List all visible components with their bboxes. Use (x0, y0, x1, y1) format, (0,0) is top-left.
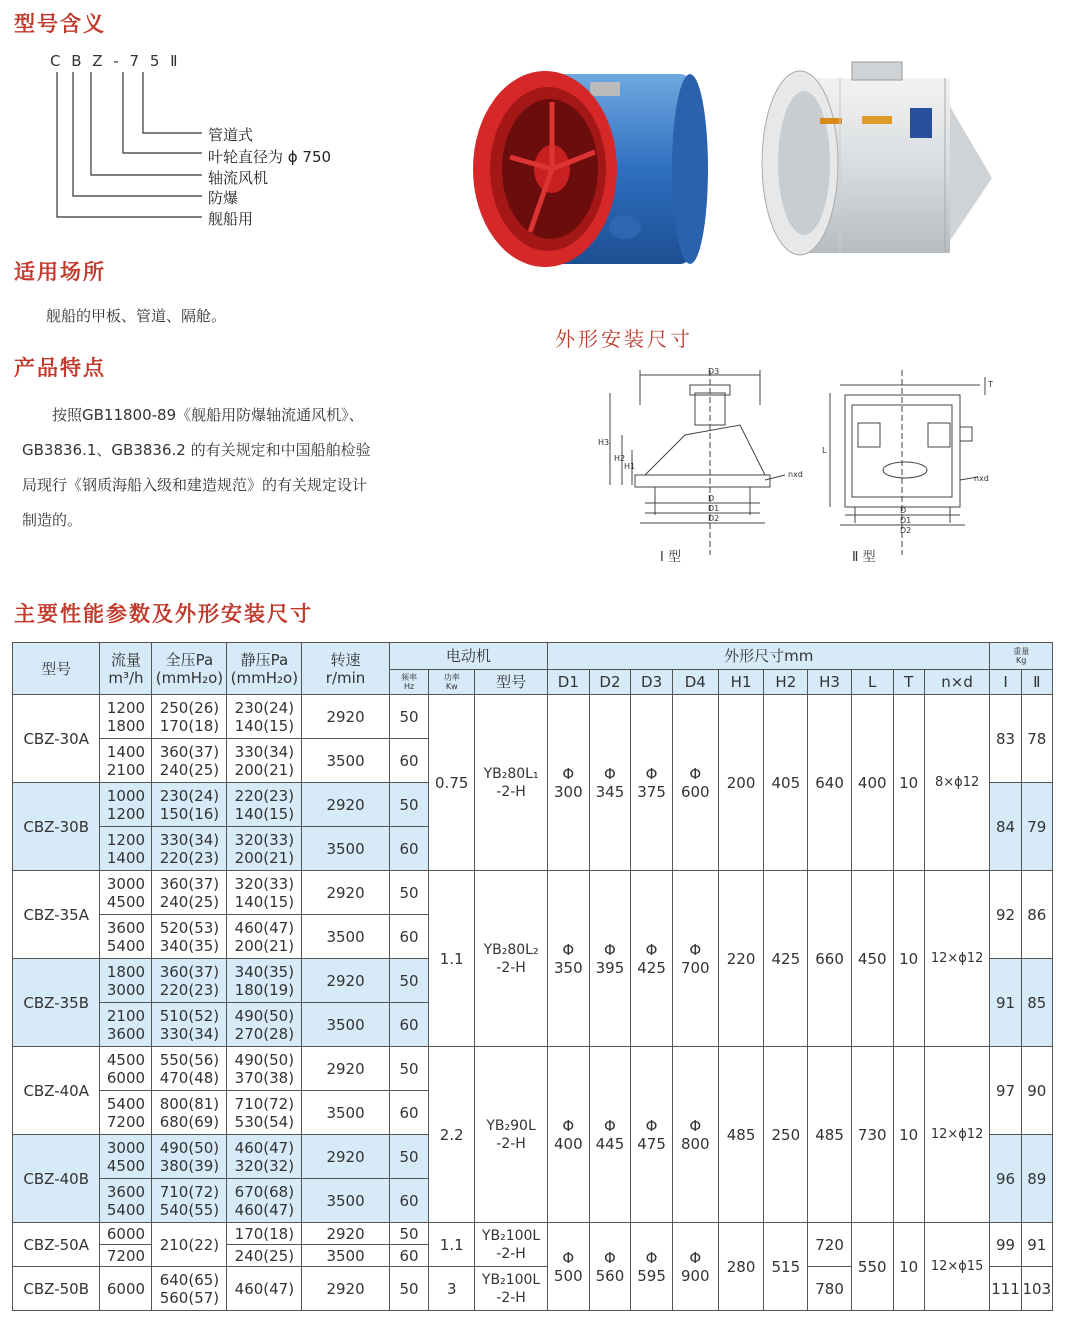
total-pressure-cell: 360(37) 240(25) (152, 739, 227, 783)
model-cell: CBZ-40A (13, 1047, 100, 1135)
speed-cell: 2920 (302, 871, 389, 915)
label-d3: D3 (708, 367, 720, 376)
motor-model-cell: YB₂90L -2-H (475, 1047, 548, 1223)
speed-cell: 2920 (302, 1135, 389, 1179)
speed-cell: 3500 (302, 827, 389, 871)
label-t: T (988, 380, 993, 389)
h3-cell: 640 (808, 695, 852, 871)
weight2-cell: 89 (1021, 1135, 1052, 1223)
fan-image-type1 (470, 62, 720, 272)
model-cell: CBZ-30B (13, 783, 100, 871)
header-dims: 外形尺寸mm (548, 643, 990, 670)
h1-cell: 280 (718, 1223, 764, 1311)
freq-cell: 50 (389, 1135, 429, 1179)
flow-cell: 1200 1800 (100, 695, 152, 739)
freq-cell: 60 (389, 1091, 429, 1135)
l-cell: 730 (851, 1047, 893, 1223)
header-w2: Ⅱ (1021, 670, 1052, 695)
weight2-cell: 79 (1021, 783, 1052, 871)
header-speed: 转速 r/min (302, 643, 389, 695)
header-static-pressure: 静压Pa (mmH₂o) (227, 643, 302, 695)
d2-cell: Φ 445 (589, 1047, 631, 1223)
freq-cell: 60 (389, 1245, 429, 1267)
flow-cell: 4500 6000 (100, 1047, 152, 1091)
motor-model-cell: YB₂80L₂ -2-H (475, 871, 548, 1047)
l-cell: 450 (851, 871, 893, 1047)
speed-cell: 3500 (302, 1003, 389, 1047)
header-l: L (851, 670, 893, 695)
total-pressure-cell: 710(72) 540(55) (152, 1179, 227, 1223)
section-title-main-params: 主要性能参数及外形安装尺寸 (14, 602, 313, 626)
weight2-cell: 91 (1021, 1223, 1052, 1267)
total-pressure-cell: 210(22) (152, 1223, 227, 1267)
d2-cell: Φ 560 (589, 1223, 631, 1311)
freq-cell: 50 (389, 695, 429, 739)
d3-cell: Φ 475 (631, 1047, 673, 1223)
speed-cell: 2920 (302, 1267, 389, 1311)
speed-cell: 3500 (302, 915, 389, 959)
h2-cell: 250 (764, 1047, 808, 1223)
weight1-cell: 96 (990, 1135, 1021, 1223)
d2-cell: Φ 395 (589, 871, 631, 1047)
section-title-application: 适用场所 (14, 260, 106, 284)
legend-item: 叶轮直径为 ϕ 750 (208, 148, 332, 166)
freq-cell: 50 (389, 1047, 429, 1091)
d2-cell: Φ 345 (589, 695, 631, 871)
motor-model-cell: YB₂100L -2-H (475, 1267, 548, 1311)
l-cell: 400 (851, 695, 893, 871)
header-nxd: n×d (924, 670, 990, 695)
motor-model-cell: YB₂80L₁ -2-H (475, 695, 548, 871)
speed-cell: 2920 (302, 1047, 389, 1091)
weight1-cell: 97 (990, 1047, 1021, 1135)
speed-cell: 3500 (302, 1091, 389, 1135)
speed-cell: 2920 (302, 1223, 389, 1245)
static-pressure-cell: 460(47) 200(21) (227, 915, 302, 959)
nxd-cell: 8×ϕ12 (924, 695, 990, 871)
header-d2: D2 (589, 670, 631, 695)
static-pressure-cell: 220(23) 140(15) (227, 783, 302, 827)
features-line: 制造的。 (22, 511, 83, 529)
d1-cell: Φ 500 (548, 1223, 590, 1311)
d3-cell: Φ 425 (631, 871, 673, 1047)
static-pressure-cell: 340(35) 180(19) (227, 959, 302, 1003)
model-cell: CBZ-30A (13, 695, 100, 783)
header-h3: H3 (808, 670, 852, 695)
speed-cell: 2920 (302, 959, 389, 1003)
freq-cell: 60 (389, 739, 429, 783)
d1-cell: Φ 350 (548, 871, 590, 1047)
static-pressure-cell: 170(18) (227, 1223, 302, 1245)
nxd-cell: 12×ϕ15 (924, 1223, 990, 1311)
static-pressure-cell: 670(68) 460(47) (227, 1179, 302, 1223)
speed-cell: 3500 (302, 1245, 389, 1267)
power-cell: 2.2 (429, 1047, 475, 1223)
total-pressure-cell: 640(65) 560(57) (152, 1267, 227, 1311)
header-freq: 频率 Hz (389, 670, 429, 695)
total-pressure-cell: 550(56) 470(48) (152, 1047, 227, 1091)
flow-cell: 3000 4500 (100, 1135, 152, 1179)
label-nxd: nxd (974, 474, 989, 483)
static-pressure-cell: 460(47) 320(32) (227, 1135, 302, 1179)
total-pressure-cell: 520(53) 340(35) (152, 915, 227, 959)
flow-cell: 3600 5400 (100, 1179, 152, 1223)
label-h2: H2 (614, 454, 626, 463)
flow-cell: 3600 5400 (100, 915, 152, 959)
section-title-install-dims: 外形安装尺寸 (555, 327, 693, 351)
header-flow: 流量 m³/h (100, 643, 152, 695)
h3-cell: 660 (808, 871, 852, 1047)
features-line: GB3836.1、GB3836.2 的有关规定和中国船舶检验 (22, 441, 371, 459)
type1-caption: Ⅰ 型 (660, 550, 681, 565)
speed-cell: 3500 (302, 739, 389, 783)
static-pressure-cell: 320(33) 200(21) (227, 827, 302, 871)
weight1-cell: 92 (990, 871, 1021, 959)
t-cell: 10 (893, 695, 924, 871)
type2-caption: Ⅱ 型 (852, 550, 876, 565)
spec-table (12, 642, 1053, 1311)
header-d4: D4 (672, 670, 718, 695)
model-code: C B Z - 7 5 Ⅱ (50, 52, 181, 70)
label-d: D (900, 506, 907, 515)
weight2-cell: 85 (1021, 959, 1052, 1047)
label-l: L (822, 446, 827, 455)
flow-cell: 3000 4500 (100, 871, 152, 915)
fan-image-type2 (760, 58, 1005, 268)
flow-cell: 7200 (100, 1245, 152, 1267)
header-w1: Ⅰ (990, 670, 1021, 695)
installation-drawing (590, 365, 1000, 565)
t-cell: 10 (893, 871, 924, 1047)
freq-cell: 60 (389, 1179, 429, 1223)
flow-cell: 5400 7200 (100, 1091, 152, 1135)
d3-cell: Φ 595 (631, 1223, 673, 1311)
legend-item: 防爆 (208, 189, 239, 207)
flow-cell: 1800 3000 (100, 959, 152, 1003)
weight1-cell: 99 (990, 1223, 1021, 1267)
freq-cell: 50 (389, 959, 429, 1003)
static-pressure-cell: 320(33) 140(15) (227, 871, 302, 915)
label-d1: D1 (900, 516, 912, 525)
power-cell: 1.1 (429, 1223, 475, 1267)
header-weight: 重量 Kg (990, 643, 1053, 670)
flow-cell: 6000 (100, 1267, 152, 1311)
label-d1: D1 (708, 504, 720, 513)
power-cell: 0.75 (429, 695, 475, 871)
t-cell: 10 (893, 1223, 924, 1311)
speed-cell: 2920 (302, 695, 389, 739)
t-cell: 10 (893, 1047, 924, 1223)
label-h1: H1 (624, 462, 636, 471)
h1-cell: 200 (718, 695, 764, 871)
h1-cell: 485 (718, 1047, 764, 1223)
d4-cell: Φ 800 (672, 1047, 718, 1223)
d1-cell: Φ 300 (548, 695, 590, 871)
total-pressure-cell: 490(50) 380(39) (152, 1135, 227, 1179)
features-line: 局现行《钢质海船入级和建造规范》的有关规定设计 (22, 476, 368, 494)
header-h2: H2 (764, 670, 808, 695)
weight2-cell: 103 (1021, 1267, 1052, 1311)
static-pressure-cell: 490(50) 370(38) (227, 1047, 302, 1091)
d4-cell: Φ 600 (672, 695, 718, 871)
h3-cell: 720 (808, 1223, 852, 1267)
header-h1: H1 (718, 670, 764, 695)
header-d1: D1 (548, 670, 590, 695)
total-pressure-cell: 800(81) 680(69) (152, 1091, 227, 1135)
h2-cell: 515 (764, 1223, 808, 1311)
label-h3: H3 (598, 438, 610, 447)
static-pressure-cell: 460(47) (227, 1267, 302, 1311)
d4-cell: Φ 900 (672, 1223, 718, 1311)
total-pressure-cell: 250(26) 170(18) (152, 695, 227, 739)
static-pressure-cell: 240(25) (227, 1245, 302, 1267)
flow-cell: 6000 (100, 1223, 152, 1245)
features-paragraph (22, 398, 442, 538)
label-d2: D2 (900, 526, 912, 535)
static-pressure-cell: 710(72) 530(54) (227, 1091, 302, 1135)
header-power: 功率 Kw (429, 670, 475, 695)
model-cell: CBZ-50A (13, 1223, 100, 1267)
legend-item: 管道式 (208, 126, 254, 144)
header-motor-model: 型号 (475, 670, 548, 695)
label-d: D (708, 494, 715, 503)
freq-cell: 50 (389, 871, 429, 915)
flow-cell: 1000 1200 (100, 783, 152, 827)
legend-item: 舰船用 (208, 210, 254, 228)
header-d3: D3 (631, 670, 673, 695)
static-pressure-cell: 490(50) 270(28) (227, 1003, 302, 1047)
d3-cell: Φ 375 (631, 695, 673, 871)
freq-cell: 60 (389, 915, 429, 959)
speed-cell: 2920 (302, 783, 389, 827)
freq-cell: 50 (389, 1267, 429, 1311)
section-title-model-meaning: 型号含义 (14, 12, 106, 36)
total-pressure-cell: 330(34) 220(23) (152, 827, 227, 871)
application-text: 舰船的甲板、管道、隔舱。 (46, 307, 227, 325)
header-model: 型号 (13, 643, 100, 695)
header-motor: 电动机 (389, 643, 547, 670)
header-t: T (893, 670, 924, 695)
weight2-cell: 90 (1021, 1047, 1052, 1135)
freq-cell: 50 (389, 1223, 429, 1245)
total-pressure-cell: 360(37) 220(23) (152, 959, 227, 1003)
label-nxd: nxd (788, 470, 803, 479)
speed-cell: 3500 (302, 1179, 389, 1223)
power-cell: 1.1 (429, 871, 475, 1047)
weight1-cell: 83 (990, 695, 1021, 783)
flow-cell: 1200 1400 (100, 827, 152, 871)
h3-cell: 485 (808, 1047, 852, 1223)
label-d2: D2 (708, 514, 720, 523)
weight1-cell: 91 (990, 959, 1021, 1047)
legend-item: 轴流风机 (208, 169, 269, 187)
flow-cell: 1400 2100 (100, 739, 152, 783)
static-pressure-cell: 230(24) 140(15) (227, 695, 302, 739)
flow-cell: 2100 3600 (100, 1003, 152, 1047)
l-cell: 550 (851, 1223, 893, 1311)
h3-cell: 780 (808, 1267, 852, 1311)
power-cell: 3 (429, 1267, 475, 1311)
features-line: 按照GB11800-89《舰船用防爆轴流通风机》、 (22, 406, 364, 424)
header-total-pressure: 全压Pa (mmH₂o) (152, 643, 227, 695)
total-pressure-cell: 510(52) 330(34) (152, 1003, 227, 1047)
weight1-cell: 84 (990, 783, 1021, 871)
d4-cell: Φ 700 (672, 871, 718, 1047)
model-cell: CBZ-50B (13, 1267, 100, 1311)
motor-model-cell: YB₂100L -2-H (475, 1223, 548, 1267)
total-pressure-cell: 360(37) 240(25) (152, 871, 227, 915)
weight2-cell: 78 (1021, 695, 1052, 783)
freq-cell: 60 (389, 827, 429, 871)
weight1-cell: 111 (990, 1267, 1021, 1311)
model-cell: CBZ-35A (13, 871, 100, 959)
model-cell: CBZ-35B (13, 959, 100, 1047)
d1-cell: Φ 400 (548, 1047, 590, 1223)
model-cell: CBZ-40B (13, 1135, 100, 1223)
nxd-cell: 12×ϕ12 (924, 1047, 990, 1223)
static-pressure-cell: 330(34) 200(21) (227, 739, 302, 783)
h2-cell: 425 (764, 871, 808, 1047)
total-pressure-cell: 230(24) 150(16) (152, 783, 227, 827)
freq-cell: 60 (389, 1003, 429, 1047)
weight2-cell: 86 (1021, 871, 1052, 959)
section-title-features: 产品特点 (14, 356, 106, 380)
nxd-cell: 12×ϕ12 (924, 871, 990, 1047)
h1-cell: 220 (718, 871, 764, 1047)
freq-cell: 50 (389, 783, 429, 827)
h2-cell: 405 (764, 695, 808, 871)
